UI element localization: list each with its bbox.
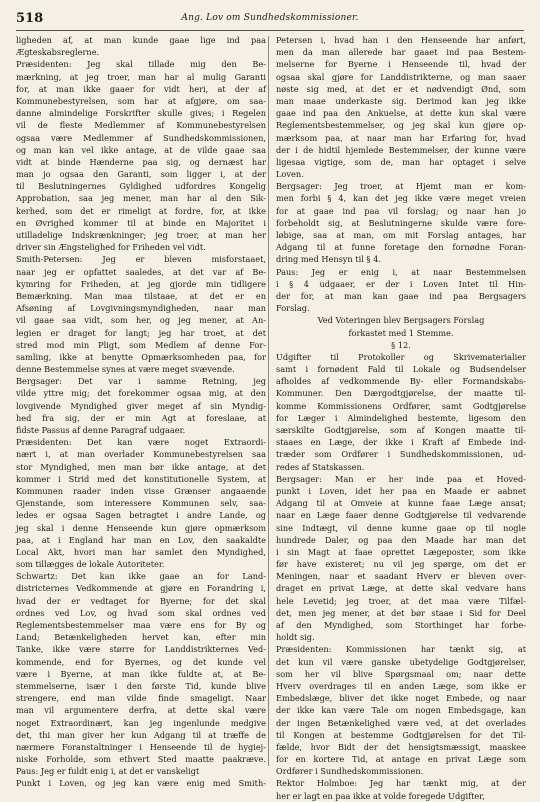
text-line: Petersen i, hvad han i den Henseende har anført, <box>276 35 526 45</box>
text-line: man maae underkaste sig. Derimod kan jeg ikke <box>276 95 526 106</box>
page-number: 518 <box>16 11 44 26</box>
text-line: Gjenstande, som interessere Kommunen selv, saa- <box>16 498 266 509</box>
text-line: stemmelserne, især i den første Tid, kunde blive <box>16 680 266 691</box>
text-line: til Kongen at bestemme Godtgjørelsen for det Til- <box>276 729 526 740</box>
text-line: utilladelige Indskrænkninger; jeg troer, at man her <box>16 230 266 240</box>
text-line: afholdes af vedkommende By- eller Formandskabs- <box>276 376 526 387</box>
text-line: det kun vil være ganske ubetydelige Godtgjørelser, <box>276 656 526 667</box>
text-line: samt i fornødent Fald til Lokale og Budsendelser <box>276 364 526 375</box>
text-line: Local Akt, hvori man har samlet den Myndighed, <box>16 546 266 557</box>
text-line: Afsøning af Lovgivningsmyndigheden, naar man <box>16 303 266 314</box>
text-line: Punkt i Loven, og jeg kan være enig med Smith- <box>16 778 266 789</box>
text-line: Præsidenten: Det kan være noget Extraordi- <box>16 437 266 448</box>
text-line: en Øvrighed kommer til at binde en Majoritet i <box>16 217 266 228</box>
text-line: strengere, end man vilde finde smageligt. Naar <box>16 693 266 704</box>
text-line: Embedslæge, bliver det ikke noget Embede, og naar <box>276 693 526 704</box>
text-line: mærkning, at jeg troer, man har al mulig Garanti <box>16 71 266 82</box>
text-line: før have existeret; nu vil jeg spørge, om det er <box>276 559 526 570</box>
text-line: Kommunebestyrelsen, som har at afgjøre, om saa- <box>16 95 266 106</box>
text-line: vil de fleste Medlemmer af Kommunebestyrelsen <box>16 120 266 131</box>
text-line: dring med Hensyn til § 4. <box>276 254 381 265</box>
text-line: Schwartz: Det kan ikke gaae an for Land- <box>16 571 266 582</box>
text-line: Ordfører i Sundhedskommissionen. <box>276 766 424 777</box>
text-line: stred mod min Pligt, som Medlem af denne For- <box>16 339 266 350</box>
text-line: for Læger i Almindelighed bestemte, ligesom den <box>276 412 526 423</box>
text-line: Udgifter til Protokoller og Skrivematerialier <box>276 351 526 362</box>
text-line: vil gaae saa vidt, som her, og jeg mener, at An- <box>16 315 266 326</box>
text-line: som her vil blive Spørgsmaal om; naar dette <box>276 668 526 679</box>
text-line: det, men jeg mener, at det bør staae i Sid for Deel <box>276 607 526 618</box>
text-line: ligesaa vigtige, som de, man har optaget i selve <box>276 156 526 167</box>
text-line: for, at man ikke gaaer for vidt heri, at der af <box>16 83 266 94</box>
text-line: hed fra sig, der er min Agt at foreslaae, at <box>16 412 266 423</box>
column-divider <box>268 36 269 766</box>
text-line: kerhed, som det er rimeligt at fordre, for, at ikke <box>16 205 266 216</box>
text-line: stor Myndighed, men man bør ikke antage, at det <box>16 461 266 472</box>
text-line: paa, at i England har man en Lov, den saakaldte <box>16 534 266 545</box>
text-line: naar jeg er opfattet saaledes, at det var af Be- <box>16 266 266 277</box>
left-column <box>16 34 266 789</box>
text-line: § 12. <box>391 339 411 350</box>
text-line: Bemærkning. Man maa tilstaae, at det er en <box>16 290 266 301</box>
text-line: forbeholdt sig, at Beslutningerne skulde være fore- <box>276 217 526 228</box>
text-line: ordnes ved Lov, og hvad som skal ordnes ved <box>16 607 266 618</box>
text-line: ligheden af, at man kunde gaae lige ind paa <box>16 35 266 45</box>
text-line: men da man allerede har gaaet ind paa Bestem- <box>276 47 526 58</box>
text-line: punkt i Loven, idet her paa en Maade er aabnet <box>276 485 526 496</box>
text-line: jeg skal i denne Henseende kun gjøre opmærksom <box>16 522 266 533</box>
text-line: komme Kommissionens Ordfører, samt Godtgjørelse <box>276 400 526 411</box>
text-line: Præsidenten: Kommissionen har tænkt sig, at <box>276 644 526 655</box>
text-line: Reglementsbestemmelser maa være ens for By og <box>16 620 266 630</box>
text-line: nært i, at man overlader Kommunebestyrelsen saa <box>16 449 266 460</box>
text-line: man vil argumentere derfra, at dette skal være <box>16 705 266 716</box>
text-line: Adgang til at Omveie at kunne faae Læge ansat; <box>276 498 526 509</box>
text-line: kommer i Strid med det konstitutionelle System, at <box>16 473 266 484</box>
text-line: til Beslutningernes Gyldighed udfordres Kongelig <box>16 181 266 192</box>
text-line: for at gaae ind paa vil forslag; og naar han jo <box>276 205 526 216</box>
text-line: nærmere Foranstaltninger i Henseende til de hygiej- <box>16 741 266 752</box>
text-line: gaae ind paa den Ankuelse, at dette kun skal være <box>276 108 526 119</box>
text-line: Bergsager: Jeg troer, at Hjemt man er kom- <box>276 181 526 192</box>
text-line: hundrede Daler, og paa den Maade har man det <box>276 534 526 545</box>
page-header <box>0 11 540 27</box>
text-line: Bergsager: Det var i samme Retning, jeg <box>16 376 266 387</box>
text-line: her er lagt en paa ikke at volde foregede Udgifter, <box>276 790 485 801</box>
text-line: og man kan vel ikke antage, at de vilde gaae saa <box>16 144 266 155</box>
text-line: denne Bestemmelse synes at være meget svævende. <box>16 364 235 375</box>
text-line: Forslag. <box>276 303 310 314</box>
header-rule <box>16 30 524 31</box>
text-line: noget Extraordinært, kan jeg ingenlunde medgive <box>16 717 266 728</box>
text-line: sine Indtægt, vil denne kunne gaae op til nogle <box>276 522 526 533</box>
text-line: men forbi § 4, kan det jeg ikke være meget vreien <box>276 193 526 204</box>
text-line: vilde yttre mig; det forekommer ogsaa mig, at den <box>16 388 266 399</box>
running-title: Ang. Lov om Sundhedskommissioner. <box>181 13 359 23</box>
text-line: Smith-Petersen: Jeg er bleven misforstaaet, <box>16 254 266 265</box>
text-line: af den Myndighed, som Storthinget har forbe- <box>276 620 526 630</box>
text-line: Bergsager: Man er her inde paa et Hoved- <box>276 473 526 484</box>
text-line: for en kortere Tid, at antage en privat Læge som <box>276 754 526 765</box>
text-line: Kommunen raader inden visse Grænser angaaende <box>16 485 266 496</box>
text-line: i § 4 udgaaer, er der i Loven Intet til Hin- <box>276 278 526 289</box>
text-line: Paus: Jeg er fuldt enig i, at det er vanskeligt <box>16 766 200 777</box>
text-line: hvad der er vedtaget for Byerne; for det skal <box>16 595 266 606</box>
text-line: ogsaa være Medlemmer af Sundhedskommissionen, <box>16 132 266 143</box>
text-line: Reglementsbestemmelser, og jeg skal kun gjøre op- <box>276 120 526 131</box>
text-line: løbige, saa at man, om mit Forslag antages, har <box>276 230 526 240</box>
text-line: districternes Vedkommende at gjøre en Forandring i, <box>16 583 266 594</box>
text-line: ogsaa skal gjøre for Landdistrikterne, og man saaer <box>276 71 526 82</box>
text-line: Land; Betænkeligheden hervet kan, efter min <box>16 632 266 643</box>
text-line: Rektor Holmboe: Jeg har tænkt mig, at der <box>276 778 526 789</box>
text-line: naar en Læge faaer denne Godtgjørelse til vedvarende <box>276 510 526 521</box>
text-line: fælde, hvor Bidt der det hensigtsmæssigt, maaskee <box>276 741 526 752</box>
text-line: Adgang til at funne foretage den fornødne Foran- <box>276 242 526 253</box>
text-line: i sin Magt at faae oprettet Lægeposter, som ikke <box>276 546 526 557</box>
text-line: som tillægges de lokale Autoriteter. <box>16 559 165 570</box>
text-line: hele Levetid; jeg troer, at det maa være Tilfæl- <box>276 595 526 606</box>
text-line: Kommuner. Den Dærgodtgjørelse, der maatte til- <box>276 388 526 399</box>
text-line: særskilte Godtgjørelse, som af Kongen maatte til- <box>276 425 526 435</box>
text-line: samling, ikke at benytte Opmærksomheden paa, for <box>16 351 266 362</box>
text-line: træder som Ordfører i Sundhedskommissionen, ud- <box>276 449 526 460</box>
text-line: melserne for Byerne i Henseende til, hvad der <box>276 59 526 70</box>
text-line: der ingen Betænkelighed være ved, at det overlades <box>276 717 526 728</box>
text-line: Paus: Jeg er enig i, at naar Bestemmelsen <box>276 266 526 277</box>
text-line: vidt at binde Hænderne paa sig, og dernæst har <box>16 156 266 167</box>
text-line: lovgivende Myndighed giver meget af sin Myndig- <box>16 400 266 411</box>
text-line: Loven. <box>276 169 304 180</box>
text-line: Tanke, ikke være større for Landdistrikternes Ved- <box>16 644 266 655</box>
text-line: legien er draget for langt; jeg har troet, at det <box>16 327 266 338</box>
text-line: være i Byerne, at man ikke fuldte at, at Be- <box>16 668 266 679</box>
text-line: kommende, end for Byernes, og det kunde vel <box>16 656 266 667</box>
text-line: Præsidenten: Jeg skal tillade mig den Be- <box>16 59 266 70</box>
text-line: Approbation, saa jeg mener, man har al den Sik- <box>16 193 266 204</box>
text-line: der ikke kan være Tale om nogen Embedsgage, kan <box>276 705 526 716</box>
text-line: ledes er ogsaa Sagen betragtet i andre Lande, og <box>16 510 266 521</box>
text-line: der i de hidtil hjemlede Bestemmelser, der kunne være <box>276 144 526 155</box>
text-line: Ægteskabsreglerne. <box>16 47 100 58</box>
text-line: fidste Passus af denne Paragraf udgaaer. <box>16 425 186 435</box>
text-line: danne almindelige Forskrifter skulle gives; i Regelen <box>16 108 266 119</box>
text-line: niske Forholde, som ethvert Sted maatte paakræve. <box>16 754 266 765</box>
text-line: mærksom paa, at naar man har Erfaring for, hvad <box>276 132 526 143</box>
text-line: Hverv overdrages til en anden Læge, som ikke er <box>276 680 526 691</box>
right-column <box>276 34 526 801</box>
text-line: holdt sig. <box>276 632 315 643</box>
text-line: man jo ogsaa den Garanti, som ligger i, at der <box>16 169 266 180</box>
text-line: redes af Statskassen. <box>276 461 365 472</box>
text-line: Ved Voteringen blev Bergsagers Forslag <box>317 315 485 326</box>
text-line: det, thi man giver her kun Adgang til at træffe de <box>16 729 266 740</box>
text-line: nøste sig med, at det er et nødvendigt Ønd, som <box>276 83 526 94</box>
text-line: driver sin Ængstelighed for Friheden vel vidt. <box>16 242 206 253</box>
text-line: staaes en Læge, der ikke i Kraft af Embede ind- <box>276 437 526 448</box>
text-line: forkastet med 1 Stemme. <box>348 327 454 338</box>
text-line: kymring for Friheden, at jeg gjorde min tidligere <box>16 278 266 289</box>
text-line: draget en privat Læge, at dette skal vedvare hans <box>276 583 526 594</box>
text-line: Meningen, naar et saadant Hverv er bleven over- <box>276 571 526 582</box>
text-line: der for, at man kan gaae ind paa Bergsagers <box>276 290 526 301</box>
